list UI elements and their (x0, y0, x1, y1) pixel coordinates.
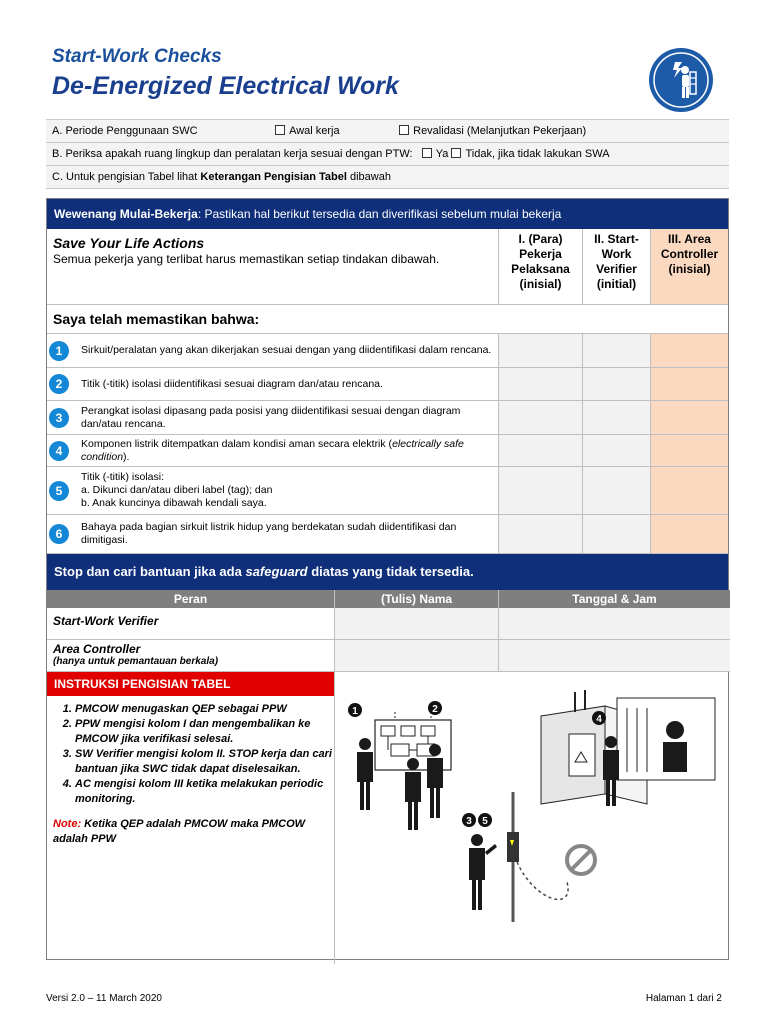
check-text-1: Sirkuit/peralatan yang akan dikerjakan sesuai dengan yang diidentifikasi dalam rencana. (81, 344, 492, 356)
role-controller-note: (hanya untuk pemantauan berkala) (53, 656, 219, 667)
opt-revalidasi: Revalidasi (Melanjutkan Pekerjaan) (413, 125, 587, 137)
check-text-4 (81, 438, 498, 464)
initial-ppw-4[interactable] (499, 435, 583, 467)
role-controller-label (47, 640, 335, 672)
check-text-5-line1: Titik (-titik) isolasi: (81, 471, 165, 483)
document-title: De-Energized Electrical Work (52, 72, 399, 100)
authority-band (47, 199, 728, 229)
check-text-4-pre: Komponen listrik ditempatkan dalam kondisi aman secara elektrik ( (81, 437, 393, 450)
header (52, 46, 399, 102)
syl-title: Save Your Life Actions (53, 235, 205, 251)
instruction-item: 3. SW Verifier mengisi kolom II. STOP kerja dan cari bantuan jika SWC tidak dapat diselesaikan. (75, 747, 334, 777)
badge-1: 1 (352, 706, 358, 717)
step-number-5: 5 (49, 481, 69, 501)
prohibition-icon (567, 846, 595, 874)
electrician-icon (649, 48, 713, 112)
step-number-2: 2 (49, 374, 69, 394)
initial-verifier-2[interactable] (583, 368, 651, 401)
roles-header-datetime: Tanggal & Jam (499, 590, 730, 608)
checks-form (46, 198, 729, 960)
role-controller-title: Area Controller (53, 642, 141, 656)
initial-verifier-6[interactable] (583, 515, 651, 554)
stop-text-pre: Stop dan cari bantuan jika ada (54, 564, 246, 579)
confirm-heading: Saya telah memastikan bahwa: (47, 305, 728, 334)
check-row-1 (47, 334, 499, 368)
work-illustration (335, 672, 730, 964)
worker-tester-icon (469, 834, 497, 910)
badge-2: 2 (432, 704, 438, 715)
col-header-ppw: I. (Para) Pekerja Pelaksana (inisial) (499, 229, 583, 305)
opt-awal-kerja: Awal kerja (289, 125, 340, 137)
footer-version: Versi 2.0 – 11 March 2020 (46, 993, 162, 1004)
info-row-a-label: A. Periode Penggunaan SWC (52, 125, 198, 137)
instruction-item: 1. PMCOW menugaskan QEP sebagai PPW (75, 702, 334, 717)
badge-3: 3 (466, 816, 472, 827)
checks-rows (47, 334, 728, 554)
info-row-c-suffix: dibawah (346, 171, 391, 183)
syl-text: Semua pekerja yang terlibat harus memastikan setiap tindakan dibawah. (53, 252, 440, 266)
check-text-5-line2: a. Dikunci dan/atau diberi label (tag); dan (81, 484, 273, 496)
initial-ac-4[interactable] (651, 435, 728, 467)
verifier-name-field[interactable] (335, 608, 499, 640)
check-text-5-line3: b. Anak kuncinya dibawah kendali saya. (81, 497, 267, 509)
stop-text-post: diatas yang tidak tersedia. (307, 564, 474, 579)
illustration-svg (335, 672, 729, 959)
check-row-6 (47, 515, 499, 554)
instruction-item: 2. PPW mengisi kolom I dan mengembalikan ke PMCOW jika verifikasi selesai. (75, 717, 334, 747)
initial-ppw-1[interactable] (499, 334, 583, 368)
info-row-c-prefix: C. Untuk pengisian Tabel lihat (52, 171, 201, 183)
checkbox-revalidasi[interactable] (399, 125, 409, 135)
initial-ac-2[interactable] (651, 368, 728, 401)
checkbox-awal-kerja[interactable] (275, 125, 285, 135)
initial-verifier-3[interactable] (583, 401, 651, 435)
badge-4: 4 (596, 714, 602, 725)
initial-ac-1[interactable] (651, 334, 728, 368)
instruction-item: 4. AC mengisi kolom III ketika melakukan periodic monitoring. (75, 777, 334, 807)
check-row-2 (47, 368, 499, 401)
badge-5: 5 (482, 816, 488, 827)
checkbox-ya[interactable] (422, 148, 432, 158)
authority-bold: Wewenang Mulai-Bekerja (54, 207, 198, 221)
initial-ppw-2[interactable] (499, 368, 583, 401)
initial-verifier-4[interactable] (583, 435, 651, 467)
instructions-list (47, 702, 334, 807)
initial-ac-5[interactable] (651, 467, 728, 515)
initial-verifier-1[interactable] (583, 334, 651, 368)
info-row-a (46, 120, 729, 143)
instructions-note (47, 807, 334, 847)
check-row-3 (47, 401, 499, 435)
step-number-1: 1 (49, 341, 69, 361)
check-text-4-post: ). (123, 450, 130, 463)
controller-name-field[interactable] (335, 640, 499, 672)
info-row-c-bold: Keterangan Pengisian Tabel (200, 171, 347, 183)
roles-header-name: (Tulis) Nama (335, 590, 499, 608)
instructions-panel (47, 672, 335, 964)
initial-ac-6[interactable] (651, 515, 728, 554)
opt-tidak: Tidak, jika tidak lakukan SWA (465, 148, 610, 160)
note-text: Ketika QEP adalah PMCOW maka PMCOW adalah PPW (53, 818, 306, 845)
check-text-3: Perangkat isolasi dipasang pada posisi yang diidentifikasi sesuai dengan diagram dan/atau rencana. (81, 404, 461, 430)
roles-header-role: Peran (47, 590, 335, 608)
verifier-datetime-field[interactable] (499, 608, 730, 640)
instructions-section (47, 672, 728, 959)
step-number-3: 3 (49, 408, 69, 428)
opt-ya: Ya (435, 148, 449, 160)
info-row-b (46, 143, 729, 166)
document-subtitle: Start-Work Checks (52, 46, 222, 67)
col-header-verifier: II. Start-Work Verifier (initial) (583, 229, 651, 305)
check-text-4-italic: electrically safe condition (81, 437, 464, 463)
step-number-4: 4 (49, 441, 69, 461)
initial-ppw-3[interactable] (499, 401, 583, 435)
note-label: Note: (53, 818, 82, 830)
check-row-5 (47, 467, 499, 515)
syl-header (47, 229, 499, 305)
step-number-6: 6 (49, 524, 69, 544)
controller-datetime-field[interactable] (499, 640, 730, 672)
check-text-5 (81, 471, 272, 510)
roles-grid (47, 590, 728, 672)
stop-band (47, 554, 728, 590)
checks-grid (47, 229, 728, 305)
role-verifier-label: Start-Work Verifier (47, 608, 335, 640)
initial-verifier-5[interactable] (583, 467, 651, 515)
initial-ppw-6[interactable] (499, 515, 583, 554)
info-row-c (46, 166, 729, 189)
info-table (46, 119, 729, 189)
footer-page: Halaman 1 dari 2 (645, 993, 722, 1004)
col-header-area-controller: III. Area Controller (inisial) (651, 229, 728, 305)
checkbox-tidak[interactable] (451, 148, 461, 158)
initial-ac-3[interactable] (651, 401, 728, 435)
instructions-heading: INSTRUKSI PENGISIAN TABEL (47, 672, 334, 696)
authority-text: : Pastikan hal berikut tersedia dan diverifikasi sebelum mulai bekerja (197, 207, 562, 221)
technician-inset-icon (617, 698, 715, 780)
info-row-b-label: B. Periksa apakah ruang lingkup dan peralatan kerja sesuai dengan PTW: (52, 148, 413, 160)
stop-text-italic: safeguard (245, 564, 308, 579)
check-text-2: Titik (-titik) isolasi diidentifikasi sesuai diagram dan/atau rencana. (81, 377, 383, 390)
initial-ppw-5[interactable] (499, 467, 583, 515)
voltage-tester-icon (507, 792, 568, 922)
check-text-6: Bahaya pada bagian sirkuit listrik hidup yang berdekatan sudah diidentifikasi dan dimitigasi. (81, 521, 457, 546)
check-row-4 (47, 435, 499, 467)
